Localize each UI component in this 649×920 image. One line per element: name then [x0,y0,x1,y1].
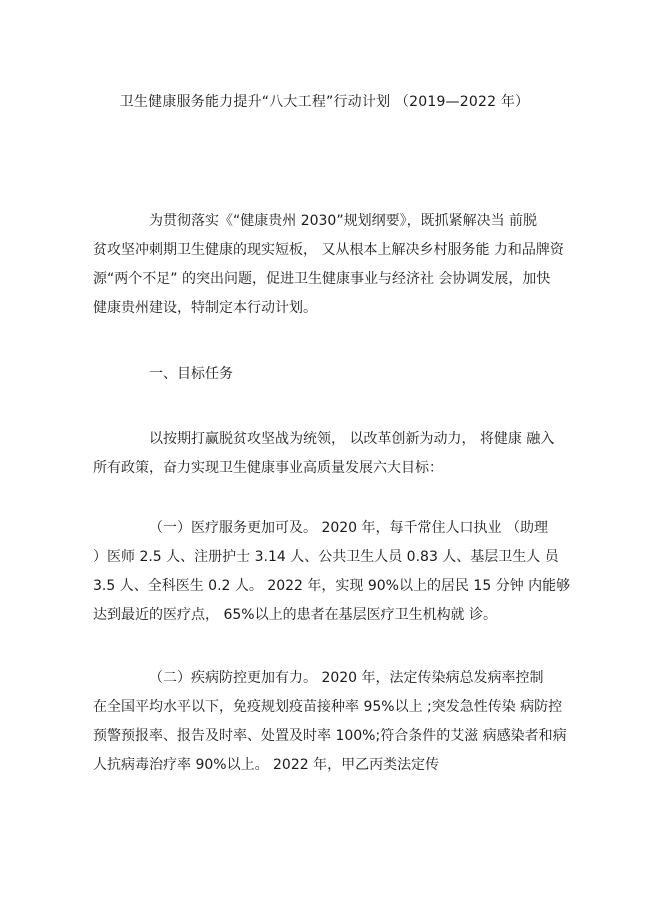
section-lead-line: 所有政策，奋力实现卫生健康事业高质量发展六大目标： [93,460,443,476]
item-2-line: 人抗病毒治疗率 90%以上。 2022 年，甲乙丙类法定传 [93,757,440,773]
item-2-paragraph [93,664,567,780]
intro-line: 健康贵州建设，特制定本行动计划。 [93,300,317,316]
item-2-line: （二）疾病防控更加有力。 2020 年，法定传染病总发病率控制 [149,670,544,686]
intro-paragraph [93,207,563,323]
document-title: 卫生健康服务能力提升“八大工程”行动计划 （2019—2022 年） [119,94,530,110]
intro-line: 源“两个不足” 的突出问题，促进卫生健康事业与经济社 会协调发展，加快 [93,271,551,287]
item-1-paragraph [93,514,571,630]
section-lead-line: 以按期打赢脱贫攻坚战为统领， 以改革创新为动力， 将健康 融入 [149,431,555,447]
section-lead-paragraph [93,425,563,483]
item-1-line: （一）医疗服务更加可及。 2020 年，每千常住人口执业 （助理 [149,520,548,536]
item-1-line: 3.5 人、全科医生 0.2 人。 2022 年，实现 90%以上的居民 15 分钟 内能够 [93,578,571,594]
intro-line: 贫攻坚冲刺期卫生健康的现实短板， 又从根本上解决乡村服务能 力和品牌资 [93,242,564,258]
item-2-line: 在全国平均水平以下，免疫规划疫苗接种率 95%以上 ;突发急性传染 病防控 [93,699,563,715]
intro-line: 为贯彻落实《“健康贵州 2030”规划纲要》，既抓紧解决当 前脱 [149,213,538,229]
section-heading-text: 一、目标任务 [149,366,233,382]
item-1-line: 达到最近的医疗点， 65%以上的患者在基层医疗卫生机构就 诊。 [93,607,498,623]
item-1-line: ）医师 2.5 人、注册护士 3.14 人、公共卫生人员 0.83 人、基层卫生人 员 [93,549,559,565]
section-heading [93,360,563,389]
item-2-line: 预警预报率、报告及时率、处置及时率 100%;符合条件的艾滋 病感染者和病 [93,728,567,744]
